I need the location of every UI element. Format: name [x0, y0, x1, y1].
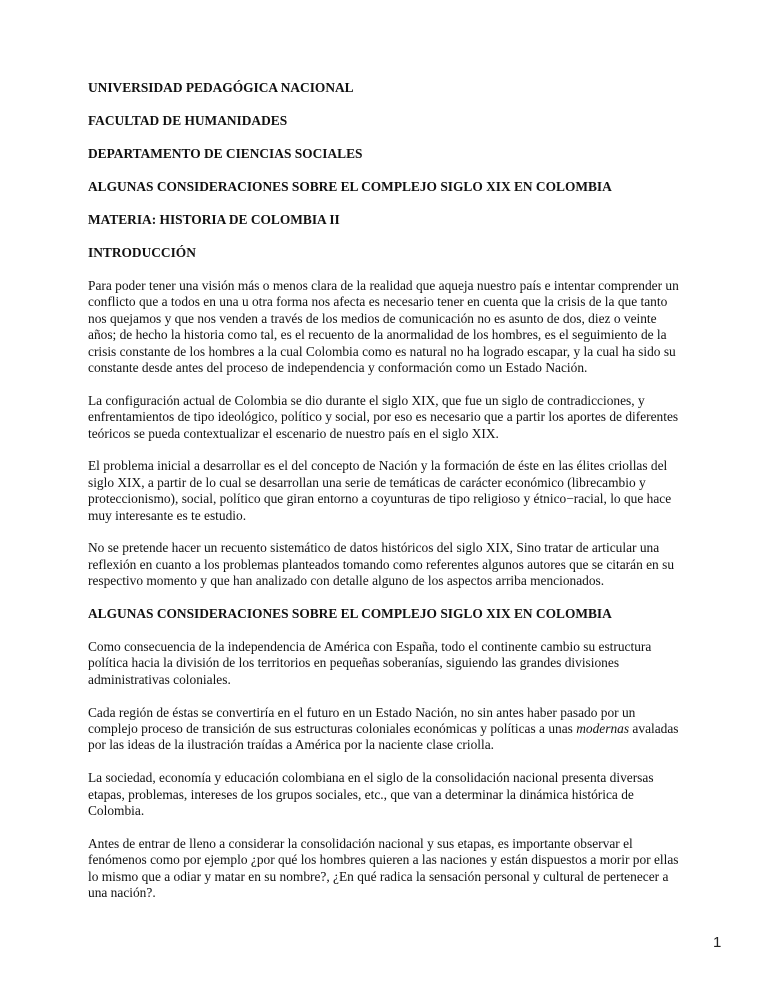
section-paragraph-1	[88, 639, 728, 688]
text-segment: complejo proceso de transición de sus estructuras coloniales económicas y políticas a unas	[88, 721, 577, 737]
section-paragraph-3	[88, 770, 728, 819]
text-line: fenómenos como por ejemplo ¿por qué los hombres quieren a las naciones y están dispuestos a morir por ellas	[88, 852, 679, 868]
text-line: una nación?.	[88, 885, 156, 901]
text-line: teóricos se pueda contextualizar el escenario de nuestro país en el siglo XIX.	[88, 425, 499, 441]
text-line: política hacia la división de los territorios en pequeñas soberanías, siguiendo las grandes divisiones	[88, 655, 620, 671]
intro-paragraph-2	[88, 393, 728, 442]
intro-paragraph-1	[88, 278, 728, 376]
text-line: etapas, problemas, intereses de los grupos sociales, etc., que van a determinar la dinámica histórica de	[88, 786, 634, 802]
text-line: La sociedad, economía y educación colombiana en el siglo de la consolidación nacional presenta diversas	[88, 770, 654, 786]
text-line: Antes de entrar de lleno a considerar la consolidación nacional y sus etapas, es importante observar el	[88, 835, 633, 851]
intro-paragraph-3	[88, 458, 728, 524]
document-content	[88, 80, 728, 918]
text-segment: avaladas	[629, 721, 679, 737]
faculty-name: FACULTAD DE HUMANIDADES	[88, 113, 288, 128]
text-line: nos quejamos y que nos venden a través de los medios de comunicación no es asunto de dos, diez o veinte	[88, 310, 657, 326]
department-name: DEPARTAMENTO DE CIENCIAS SOCIALES	[88, 146, 363, 161]
subject-line: MATERIA: HISTORIA DE COLOMBIA II	[88, 212, 340, 227]
text-line: años; de hecho la historia como tal, es el recuento de la anormalidad de los hombres, es el seguimiento de la	[88, 327, 667, 343]
text-line: por las ideas de la ilustración traídas a América por la naciente clase criolla.	[88, 737, 495, 753]
text-line: No se pretende hacer un recuento sistemático de datos históricos del siglo XIX, Sino tratar de articular una	[88, 540, 660, 556]
text-line: Cada región de éstas se convertiría en el futuro en un Estado Nación, no sin antes haber pasado por un	[88, 704, 636, 720]
text-line: enfrentamientos de tipo ideológico, político y social, por eso es necesario que a partir los aportes de diferentes	[88, 409, 679, 425]
text-line	[88, 721, 728, 737]
text-line: El problema inicial a desarrollar es el del concepto de Nación y la formación de éste en las élites criollas del	[88, 458, 668, 474]
text-line: siglo XIX, a partir de lo cual se desarrollan una serie de temáticas de carácter económico (librecambio y	[88, 474, 646, 490]
text-line: Para poder tener una visión más o menos clara de la realidad que aqueja nuestro país e intentar comprender un	[88, 278, 679, 293]
text-line: crisis constante de los hombres a la cual Colombia como es natural no ha logrado escapar, y la cual ha sido su	[88, 343, 676, 359]
document-title: ALGUNAS CONSIDERACIONES SOBRE EL COMPLEJO SIGLO XIX EN COLOMBIA	[88, 179, 612, 194]
section-paragraph-2	[88, 705, 728, 754]
text-line: Como consecuencia de la independencia de América con España, todo el continente cambio su estructura	[88, 639, 652, 655]
text-line: proteccionismo), social, político que giran entorno a coyunturas de tipo religioso y étnico−racial, lo que hace	[88, 491, 672, 507]
italic-term: modernas	[576, 721, 630, 737]
text-line: muy interesante es te estudio.	[88, 507, 247, 523]
introduction-heading: INTRODUCCIÓN	[88, 245, 196, 260]
intro-paragraph-4	[88, 540, 728, 589]
text-line: reflexión en cuanto a los problemas planteados tomando como referentes algunos autores que se citarán en su	[88, 556, 675, 572]
section-heading: ALGUNAS CONSIDERACIONES SOBRE EL COMPLEJO SIGLO XIX EN COLOMBIA	[88, 606, 612, 622]
section-paragraph-4	[88, 836, 728, 902]
text-line: respectivo momento y que han analizado con detalle alguno de los aspectos arriba mencionados.	[88, 573, 605, 589]
text-line: constante desde antes del proceso de independencia y conformación como un Estado Nación.	[88, 360, 588, 376]
text-line: La configuración actual de Colombia se dio durante el siglo XIX, que fue un siglo de contradicciones, y	[88, 392, 645, 408]
university-name: UNIVERSIDAD PEDAGÓGICA NACIONAL	[88, 80, 354, 95]
text-line: Colombia.	[88, 803, 145, 819]
text-line: administrativas coloniales.	[88, 671, 231, 687]
text-line: conflicto que a todos en una u otra forma nos afecta es necesario tener en cuenta que la crisis de la que tanto	[88, 294, 668, 310]
page-number: 1	[713, 934, 722, 951]
text-line: lo mismo que a odiar y matar en su nombre?, ¿En qué radica la sensación personal y cultural de pertenecer a	[88, 868, 669, 884]
